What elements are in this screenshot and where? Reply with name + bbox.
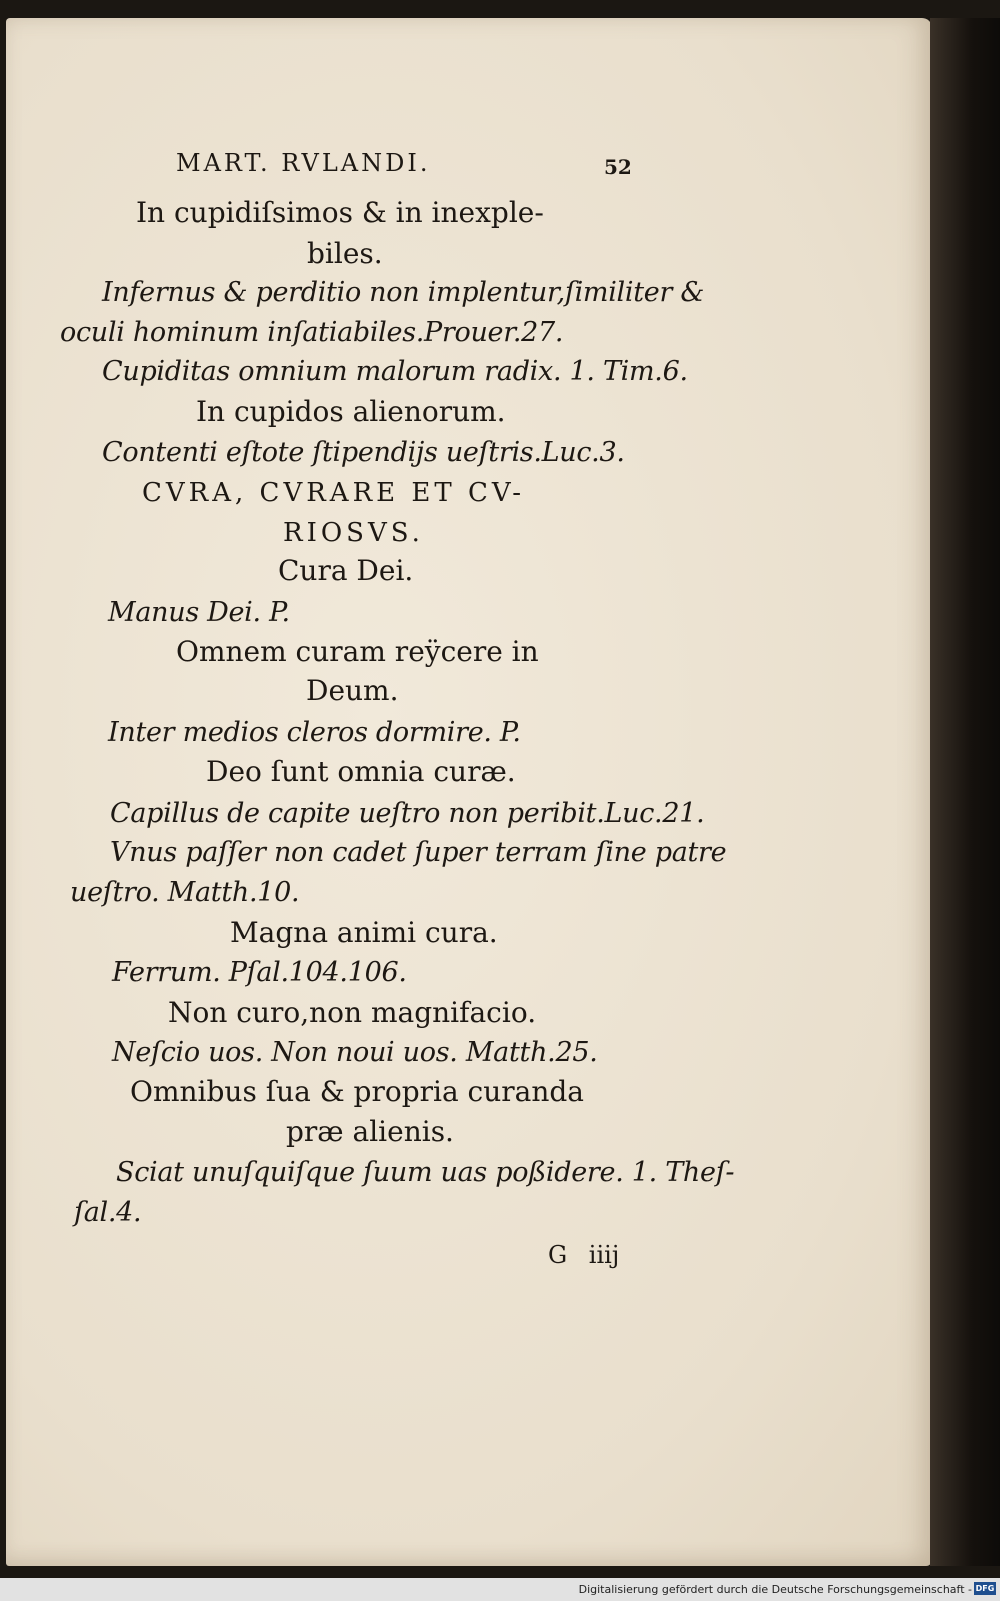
running-title: MART. RVLANDI. — [176, 149, 431, 177]
footer-credit: Digitalisierung gefördert durch die Deutsche Forschungsgemeinschaft - — [578, 1583, 972, 1596]
heading-line: In cupidiſsimos & in inexple- — [136, 196, 544, 229]
heading-line: Deum. — [306, 674, 399, 707]
heading-line: Non curo,non magnifacio. — [168, 996, 537, 1029]
text-line: Capillus de capite ueſtro non peribit.Luc.21. — [110, 798, 705, 829]
text-line: Vnus paſſer non cadet ſuper terram ſine patre — [110, 837, 727, 868]
heading-line: biles. — [307, 237, 383, 270]
text-line: ſal.4. — [74, 1197, 142, 1228]
text-line: Sciat unuſquiſque ſuum uas poßidere. 1. Theſ- — [116, 1157, 735, 1188]
heading-line: præ alienis. — [286, 1115, 454, 1148]
text-line: Contenti eſtote ſtipendijs ueſtris.Luc.3. — [102, 437, 625, 468]
heading-line: Deo ſunt omnia curæ. — [206, 755, 516, 788]
text-line: ueſtro. Matth.10. — [70, 877, 300, 908]
text-line: oculi hominum inſatiabiles.Prouer.27. — [60, 317, 564, 348]
heading-line: Omnibus ſua & propria curanda — [130, 1075, 585, 1108]
section-heading: RIOSVS. — [283, 518, 424, 548]
text-line: Neſcio uos. Non noui uos. Matth.25. — [112, 1037, 598, 1068]
heading-line: Magna animi cura. — [230, 916, 498, 949]
book-page — [6, 18, 932, 1566]
heading-line: Cura Dei. — [278, 554, 414, 587]
folio-number: 52 — [604, 155, 632, 179]
text-line: Manus Dei. P. — [108, 597, 290, 628]
book-edge-shadow — [930, 18, 1000, 1566]
text-line: Infernus & perditio non implentur,ſimiliter & — [102, 277, 705, 308]
text-line: Cupiditas omnium malorum radix. 1. Tim.6. — [102, 356, 688, 387]
section-heading: CVRA, CVRARE ET CV- — [142, 478, 526, 508]
heading-line: Omnem curam reÿcere in — [176, 635, 539, 668]
text-line: Inter medios cleros dormire. P. — [108, 717, 521, 748]
dfg-logo: DFG — [975, 1584, 995, 1593]
text-line: Ferrum. Pſal.104.106. — [112, 957, 407, 988]
signature-mark: G iiij — [548, 1241, 620, 1269]
heading-line: In cupidos alienorum. — [196, 395, 506, 428]
